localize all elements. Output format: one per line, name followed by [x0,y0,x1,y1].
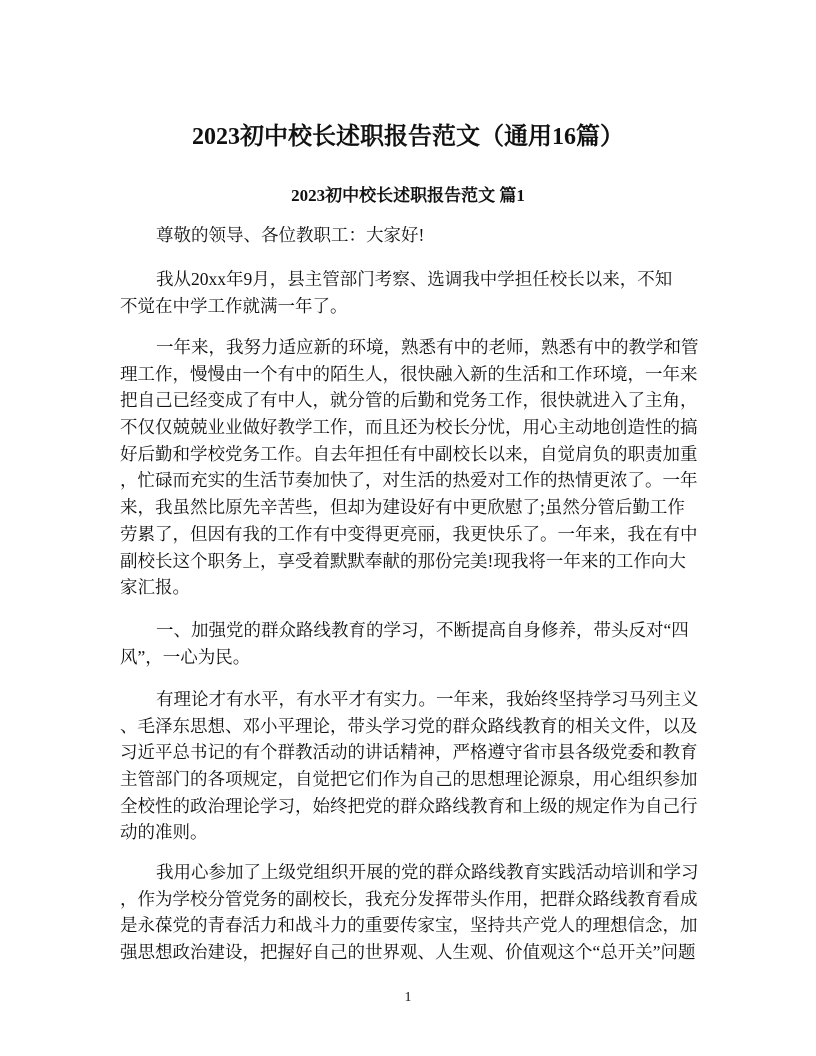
text-line: 我从20xx年9月，县主管部门考察、选调我中学担任校长以来，不知 [156,269,673,289]
text-line: 一、加强党的群众路线教育的学习，不断提高自身修养，带头反对“四 [156,620,689,640]
text-line: 动的准则。 [120,822,208,843]
section-heading: 2023初中校长述职报告范文 篇1 [291,186,525,205]
text-line: 是永葆党的青春活力和战斗力的重要传家宝，坚持共产党人的理想信念，加 [120,915,698,936]
paragraph-party-training [120,859,700,966]
text-line: 风”，一心为民。 [120,646,251,667]
text-line: 全校性的政治理论学习，始终把党的群众路线教育和上级的规定作为自己行 [120,795,698,816]
paragraph-greeting [120,222,700,249]
text-line: 不觉在中学工作就满一年了。 [120,295,348,316]
paragraph-year-review [120,334,700,601]
text-line: 把自己已经变成了有中人，就分管的后勤和党务工作，很快就进入了主角， [120,390,698,411]
document-title: 2023初中校长述职报告范文（通用16篇） [192,124,624,150]
paragraph-section-one-heading [120,617,700,670]
text-line: 一年来，我努力适应新的环境，熟悉有中的老师，熟悉有中的教学和管 [156,337,699,357]
paragraph-intro [120,266,700,319]
text-line: 我用心参加了上级党组织开展的党的群众路线教育实践活动培训和学习 [156,862,699,882]
text-line: 强思想政治建设，把握好自己的世界观、人生观、价值观这个“总开关”问题 [120,942,696,963]
text-line: 家汇报。 [120,577,190,598]
text-line: 好后勤和学校党务工作。自去年担任有中副校长以来，自觉肩负的职责加重 [120,443,698,464]
text-line: ，忙碌而充实的生活节奏加快了，对生活的热爱对工作的热情更浓了。一年 [120,470,698,491]
text-line: 理工作，慢慢由一个有中的陌生人，很快融入新的生活和工作环境，一年来 [120,363,698,384]
page-number: 1 [404,990,412,1005]
text-line: 有理论才有水平，有水平才有实力。一年来，我始终坚持学习马列主义 [156,689,699,709]
text-line: 不仅仅兢兢业业做好教学工作，而且还为校长分忧，用心主动地创造性的搞 [120,417,698,438]
text-line: 尊敬的领导、各位教职工：大家好! [156,225,425,245]
text-line: 来，我虽然比原先辛苦些，但却为建设好有中更欣慰了;虽然分管后勤工作 [120,497,685,518]
text-line: 习近平总书记的有个群教活动的讲话精神，严格遵守省市县各级党委和教育 [120,742,698,763]
text-line: ，作为学校分管党务的副校长，我充分发挥带头作用，把群众路线教育看成 [120,888,698,909]
text-line: 主管部门的各项规定，自觉把它们作为自己的思想理论源泉，用心组织参加 [120,769,698,790]
paragraph-theory-study [120,686,700,846]
text-line: 劳累了，但因有我的工作有中变得更亮丽，我更快乐了。一年来，我在有中 [120,523,698,544]
text-line: 副校长这个职务上，享受着默默奉献的那份完美!现我将一年来的工作向大 [120,550,686,571]
text-line: 、毛泽东思想、邓小平理论，带头学习党的群众路线教育的相关文件，以及 [120,715,698,736]
